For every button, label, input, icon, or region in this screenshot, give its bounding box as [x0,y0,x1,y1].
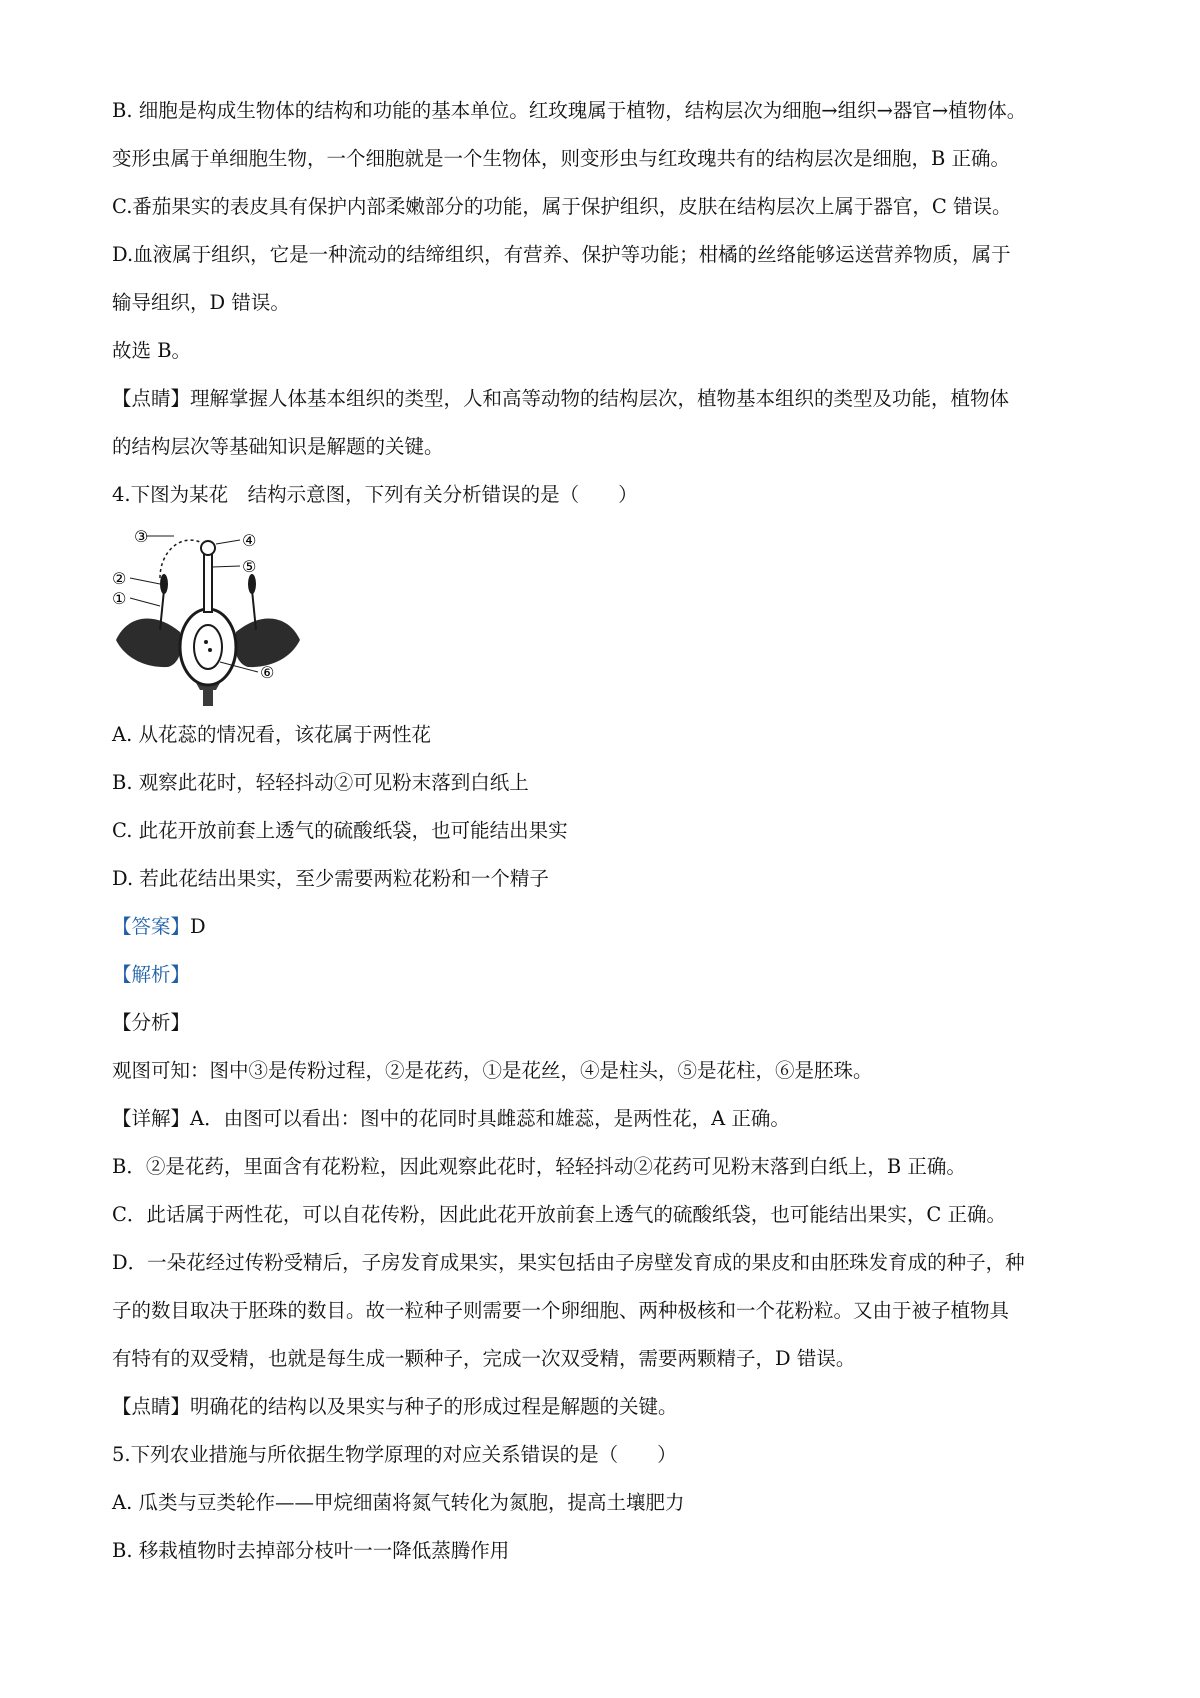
pollination-arrow [160,540,200,578]
stigma-shape [201,541,215,555]
prev-option-c-line: C.番茄果实的表皮具有保护内部柔嫩部分的功能，属于保护组织，皮肤在结构层次上属于器官，C 错误。 [112,195,1012,218]
prev-option-d-line2: 输导组织，D 错误。 [112,291,290,314]
q4-option-c: C. 此花开放前套上透气的硫酸纸袋，也可能结出果实 [112,819,568,842]
left-anther-shape [160,574,168,594]
q4-analysis-label: 【解析】 [112,963,191,986]
q4-stem: 4.下图为某花 结构示意图，下列有关分析错误的是（ ） [112,483,638,506]
q5-option-b: B. 移栽植物时去掉部分枝叶一一降低蒸腾作用 [112,1539,510,1562]
label-6: ⑥ [260,663,275,682]
q5-stem: 5.下列农业措施与所依据生物学原理的对应关系错误的是（ ） [112,1443,677,1466]
pedicel-shape [203,688,213,706]
ovule-shape [194,625,222,669]
q4-tip: 【点睛】明确花的结构以及果实与种子的形成过程是解题的关键。 [112,1395,678,1418]
q4-detail-b: B．②是花药，里面含有花粉粒，因此观察此花时，轻轻抖动②花药可见粉末落到白纸上，B 正确。 [112,1155,966,1178]
q4-fenxi-text: 观图可知：图中③是传粉过程，②是花药，①是花丝，④是柱头，⑤是花柱，⑥是胚珠。 [112,1059,873,1082]
q4-option-d: D. 若此花结出果实，至少需要两粒花粉和一个精子 [112,867,549,890]
right-anther-shape [248,574,256,594]
right-petal-shape [235,619,300,668]
q4-option-a: A. 从花蕊的情况看，该花属于两性花 [112,723,431,746]
style-shape [204,554,212,612]
prev-tip-line1: 【点睛】理解掌握人体基本组织的类型，人和高等动物的结构层次，植物基本组织的类型及功能，植物体 [112,387,1010,410]
label-1: ① [112,589,127,608]
prev-tip-line2: 的结构层次等基础知识是解题的关键。 [112,435,444,458]
label-2: ② [112,569,127,588]
label-4: ④ [242,531,257,550]
flower-structure-diagram [108,522,308,707]
q4-detail-d-line3: 有特有的双受精，也就是每生成一颗种子，完成一次双受精，需要两颗精子，D 错误。 [112,1347,856,1370]
leader-1 [130,598,160,606]
q4-detail-d-line1: D．一朵花经过传粉受精后，子房发育成果实，果实包括由子房壁发育成的果皮和由胚珠发育成的种子，种 [112,1251,1025,1274]
prev-option-b-line2: 变形虫属于单细胞生物，一个细胞就是一个生物体，则变形虫与红玫瑰共有的结构层次是细胞，B 正确。 [112,147,1011,170]
leader-2 [130,578,160,584]
q5-option-a: A. 瓜类与豆类轮作——甲烷细菌将氮气转化为氮胞，提高土壤肥力 [112,1491,685,1514]
leader-5 [212,566,240,567]
prev-option-d-line1: D.血液属于组织，它是一种流动的结缔组织，有营养、保护等功能；柑橘的丝络能够运送营养物质，属于 [112,243,1011,266]
answer-value: D [190,915,206,938]
leader-4 [216,540,240,544]
q4-detail-a: 【详解】A．由图可以看出：图中的花同时具雌蕊和雄蕊，是两性花，A 正确。 [112,1107,790,1130]
q4-detail-c: C．此话属于两性花，可以自花传粉，因此此花开放前套上透气的硫酸纸袋，也可能结出果实，C 正确。 [112,1203,1007,1226]
left-petal-shape [116,619,181,668]
prev-option-b-line1: B. 细胞是构成生物体的结构和功能的基本单位。红玫瑰属于植物，结构层次为细胞→组织→器官→植物体。 [112,99,1027,122]
q4-detail-d-line2: 子的数目取决于胚珠的数目。故一粒种子则需要一个卵细胞、两种极核和一个花粉粒。又由于被子植物具 [112,1299,1010,1322]
answer-label: 【答案】 [112,915,191,938]
label-5: ⑤ [242,557,257,576]
q4-fenxi-label: 【分析】 [112,1011,191,1034]
label-3: ③ [134,527,149,546]
prev-choose: 故选 B。 [112,339,192,362]
q4-option-b: B. 观察此花时，轻轻抖动②可见粉末落到白纸上 [112,771,529,794]
q4-answer [112,914,1102,940]
